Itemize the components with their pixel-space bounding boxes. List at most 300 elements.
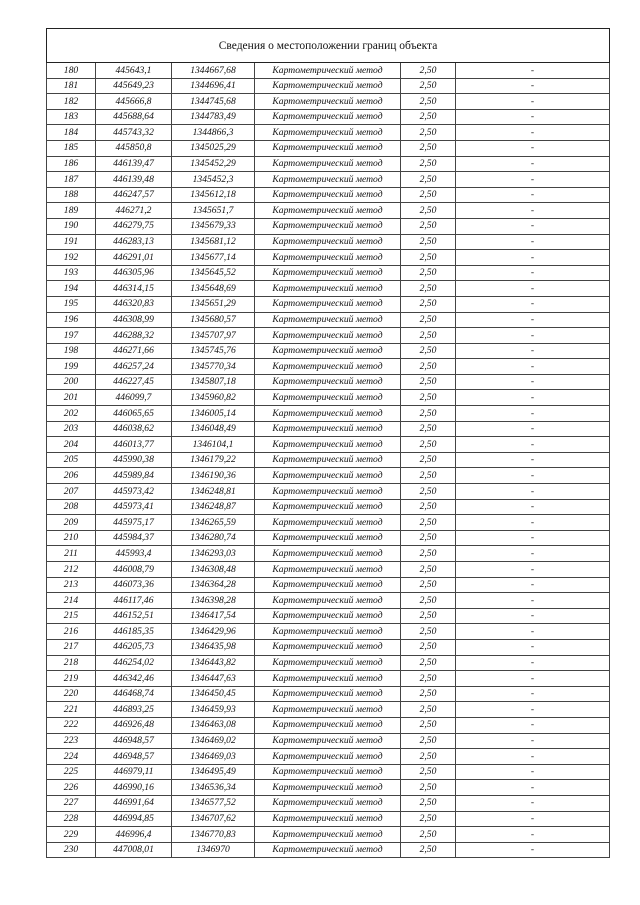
point-number-cell: 204 bbox=[47, 437, 96, 453]
point-number-cell: 223 bbox=[47, 733, 96, 749]
description-cell: - bbox=[456, 63, 610, 79]
table-row bbox=[47, 562, 610, 578]
point-number-cell: 219 bbox=[47, 671, 96, 687]
precision-cell: 2,50 bbox=[401, 499, 456, 515]
point-number-cell: 192 bbox=[47, 250, 96, 266]
method-cell: Картометрический метод bbox=[255, 406, 401, 422]
y-coordinate-cell: 1346190,36 bbox=[172, 468, 255, 484]
table-row bbox=[47, 468, 610, 484]
point-number-cell: 185 bbox=[47, 140, 96, 156]
description-cell: - bbox=[456, 655, 610, 671]
method-cell: Картометрический метод bbox=[255, 593, 401, 609]
precision-cell: 2,50 bbox=[401, 78, 456, 94]
description-cell: - bbox=[456, 94, 610, 110]
method-cell: Картометрический метод bbox=[255, 187, 401, 203]
table-row bbox=[47, 749, 610, 765]
point-number-cell: 188 bbox=[47, 187, 96, 203]
x-coordinate-cell: 446247,57 bbox=[96, 187, 172, 203]
precision-cell: 2,50 bbox=[401, 733, 456, 749]
x-coordinate-cell: 445743,32 bbox=[96, 125, 172, 141]
precision-cell: 2,50 bbox=[401, 530, 456, 546]
table-row bbox=[47, 795, 610, 811]
point-number-cell: 216 bbox=[47, 624, 96, 640]
precision-cell: 2,50 bbox=[401, 328, 456, 344]
precision-cell: 2,50 bbox=[401, 390, 456, 406]
table-row bbox=[47, 733, 610, 749]
y-coordinate-cell: 1346248,87 bbox=[172, 499, 255, 515]
point-number-cell: 226 bbox=[47, 780, 96, 796]
method-cell: Картометрический метод bbox=[255, 608, 401, 624]
y-coordinate-cell: 1345025,29 bbox=[172, 140, 255, 156]
method-cell: Картометрический метод bbox=[255, 421, 401, 437]
y-coordinate-cell: 1346179,22 bbox=[172, 452, 255, 468]
table-row bbox=[47, 686, 610, 702]
precision-cell: 2,50 bbox=[401, 203, 456, 219]
method-cell: Картометрический метод bbox=[255, 499, 401, 515]
y-coordinate-cell: 1346435,98 bbox=[172, 639, 255, 655]
precision-cell: 2,50 bbox=[401, 265, 456, 281]
description-cell: - bbox=[456, 780, 610, 796]
point-number-cell: 190 bbox=[47, 218, 96, 234]
y-coordinate-cell: 1346443,82 bbox=[172, 655, 255, 671]
y-coordinate-cell: 1344745,68 bbox=[172, 94, 255, 110]
y-coordinate-cell: 1345677,14 bbox=[172, 250, 255, 266]
method-cell: Картометрический метод bbox=[255, 546, 401, 562]
description-cell: - bbox=[456, 608, 610, 624]
precision-cell: 2,50 bbox=[401, 671, 456, 687]
description-cell: - bbox=[456, 499, 610, 515]
table-title: Сведения о местоположении границ объекта bbox=[47, 29, 610, 63]
method-cell: Картометрический метод bbox=[255, 780, 401, 796]
method-cell: Картометрический метод bbox=[255, 125, 401, 141]
x-coordinate-cell: 446308,99 bbox=[96, 312, 172, 328]
table-row bbox=[47, 484, 610, 500]
x-coordinate-cell: 446948,57 bbox=[96, 749, 172, 765]
x-coordinate-cell: 446139,48 bbox=[96, 172, 172, 188]
table-row bbox=[47, 608, 610, 624]
description-cell: - bbox=[456, 515, 610, 531]
method-cell: Картометрический метод bbox=[255, 390, 401, 406]
point-number-cell: 208 bbox=[47, 499, 96, 515]
y-coordinate-cell: 1346450,45 bbox=[172, 686, 255, 702]
method-cell: Картометрический метод bbox=[255, 218, 401, 234]
table-row bbox=[47, 374, 610, 390]
precision-cell: 2,50 bbox=[401, 63, 456, 79]
table-row bbox=[47, 312, 610, 328]
description-cell: - bbox=[456, 764, 610, 780]
precision-cell: 2,50 bbox=[401, 250, 456, 266]
y-coordinate-cell: 1346469,03 bbox=[172, 749, 255, 765]
point-number-cell: 210 bbox=[47, 530, 96, 546]
method-cell: Картометрический метод bbox=[255, 795, 401, 811]
x-coordinate-cell: 446305,96 bbox=[96, 265, 172, 281]
x-coordinate-cell: 446099,7 bbox=[96, 390, 172, 406]
y-coordinate-cell: 1346048,49 bbox=[172, 421, 255, 437]
precision-cell: 2,50 bbox=[401, 515, 456, 531]
precision-cell: 2,50 bbox=[401, 624, 456, 640]
table-row bbox=[47, 203, 610, 219]
precision-cell: 2,50 bbox=[401, 717, 456, 733]
description-cell: - bbox=[456, 811, 610, 827]
document-page bbox=[46, 28, 609, 858]
x-coordinate-cell: 446254,02 bbox=[96, 655, 172, 671]
table-row bbox=[47, 671, 610, 687]
y-coordinate-cell: 1344696,41 bbox=[172, 78, 255, 94]
point-number-cell: 187 bbox=[47, 172, 96, 188]
x-coordinate-cell: 446038,62 bbox=[96, 421, 172, 437]
method-cell: Картометрический метод bbox=[255, 328, 401, 344]
y-coordinate-cell: 1346495,49 bbox=[172, 764, 255, 780]
x-coordinate-cell: 446205,73 bbox=[96, 639, 172, 655]
method-cell: Картометрический метод bbox=[255, 78, 401, 94]
table-row bbox=[47, 452, 610, 468]
y-coordinate-cell: 1346429,96 bbox=[172, 624, 255, 640]
y-coordinate-cell: 1345807,18 bbox=[172, 374, 255, 390]
table-row bbox=[47, 546, 610, 562]
precision-cell: 2,50 bbox=[401, 312, 456, 328]
x-coordinate-cell: 446291,01 bbox=[96, 250, 172, 266]
y-coordinate-cell: 1346770,83 bbox=[172, 827, 255, 843]
precision-cell: 2,50 bbox=[401, 172, 456, 188]
precision-cell: 2,50 bbox=[401, 562, 456, 578]
method-cell: Картометрический метод bbox=[255, 749, 401, 765]
point-number-cell: 193 bbox=[47, 265, 96, 281]
method-cell: Картометрический метод bbox=[255, 359, 401, 375]
description-cell: - bbox=[456, 562, 610, 578]
method-cell: Картометрический метод bbox=[255, 484, 401, 500]
description-cell: - bbox=[456, 717, 610, 733]
y-coordinate-cell: 1346970 bbox=[172, 842, 255, 858]
table-row bbox=[47, 499, 610, 515]
description-cell: - bbox=[456, 484, 610, 500]
x-coordinate-cell: 446288,32 bbox=[96, 328, 172, 344]
x-coordinate-cell: 446990,16 bbox=[96, 780, 172, 796]
method-cell: Картометрический метод bbox=[255, 577, 401, 593]
y-coordinate-cell: 1346364,28 bbox=[172, 577, 255, 593]
y-coordinate-cell: 1346536,34 bbox=[172, 780, 255, 796]
method-cell: Картометрический метод bbox=[255, 811, 401, 827]
description-cell: - bbox=[456, 406, 610, 422]
x-coordinate-cell: 446065,65 bbox=[96, 406, 172, 422]
x-coordinate-cell: 446926,48 bbox=[96, 717, 172, 733]
point-number-cell: 227 bbox=[47, 795, 96, 811]
method-cell: Картометрический метод bbox=[255, 296, 401, 312]
y-coordinate-cell: 1346104,1 bbox=[172, 437, 255, 453]
point-number-cell: 201 bbox=[47, 390, 96, 406]
x-coordinate-cell: 445973,41 bbox=[96, 499, 172, 515]
x-coordinate-cell: 445649,23 bbox=[96, 78, 172, 94]
precision-cell: 2,50 bbox=[401, 639, 456, 655]
description-cell: - bbox=[456, 577, 610, 593]
precision-cell: 2,50 bbox=[401, 281, 456, 297]
point-number-cell: 196 bbox=[47, 312, 96, 328]
y-coordinate-cell: 1345770,34 bbox=[172, 359, 255, 375]
x-coordinate-cell: 446073,36 bbox=[96, 577, 172, 593]
y-coordinate-cell: 1346293,03 bbox=[172, 546, 255, 562]
table-row bbox=[47, 811, 610, 827]
method-cell: Картометрический метод bbox=[255, 452, 401, 468]
table-row bbox=[47, 359, 610, 375]
description-cell: - bbox=[456, 749, 610, 765]
table-row bbox=[47, 281, 610, 297]
table-row bbox=[47, 437, 610, 453]
y-coordinate-cell: 1345680,57 bbox=[172, 312, 255, 328]
description-cell: - bbox=[456, 78, 610, 94]
method-cell: Картометрический метод bbox=[255, 717, 401, 733]
x-coordinate-cell: 446893,25 bbox=[96, 702, 172, 718]
point-number-cell: 186 bbox=[47, 156, 96, 172]
description-cell: - bbox=[456, 624, 610, 640]
description-cell: - bbox=[456, 639, 610, 655]
table-row bbox=[47, 515, 610, 531]
table-row bbox=[47, 156, 610, 172]
table-row bbox=[47, 94, 610, 110]
precision-cell: 2,50 bbox=[401, 187, 456, 203]
precision-cell: 2,50 bbox=[401, 218, 456, 234]
point-number-cell: 229 bbox=[47, 827, 96, 843]
x-coordinate-cell: 446979,11 bbox=[96, 764, 172, 780]
table-row bbox=[47, 717, 610, 733]
precision-cell: 2,50 bbox=[401, 140, 456, 156]
precision-cell: 2,50 bbox=[401, 811, 456, 827]
description-cell: - bbox=[456, 312, 610, 328]
method-cell: Картометрический метод bbox=[255, 515, 401, 531]
point-number-cell: 222 bbox=[47, 717, 96, 733]
description-cell: - bbox=[456, 250, 610, 266]
description-cell: - bbox=[456, 468, 610, 484]
precision-cell: 2,50 bbox=[401, 764, 456, 780]
x-coordinate-cell: 446139,47 bbox=[96, 156, 172, 172]
x-coordinate-cell: 446342,46 bbox=[96, 671, 172, 687]
x-coordinate-cell: 446468,74 bbox=[96, 686, 172, 702]
point-number-cell: 197 bbox=[47, 328, 96, 344]
table-row bbox=[47, 296, 610, 312]
precision-cell: 2,50 bbox=[401, 749, 456, 765]
point-number-cell: 224 bbox=[47, 749, 96, 765]
method-cell: Картометрический метод bbox=[255, 655, 401, 671]
table-row bbox=[47, 125, 610, 141]
precision-cell: 2,50 bbox=[401, 702, 456, 718]
description-cell: - bbox=[456, 328, 610, 344]
description-cell: - bbox=[456, 702, 610, 718]
y-coordinate-cell: 1344866,3 bbox=[172, 125, 255, 141]
description-cell: - bbox=[456, 795, 610, 811]
table-body bbox=[47, 63, 610, 858]
point-number-cell: 189 bbox=[47, 203, 96, 219]
table-row bbox=[47, 655, 610, 671]
precision-cell: 2,50 bbox=[401, 608, 456, 624]
y-coordinate-cell: 1344783,49 bbox=[172, 109, 255, 125]
precision-cell: 2,50 bbox=[401, 827, 456, 843]
point-number-cell: 211 bbox=[47, 546, 96, 562]
description-cell: - bbox=[456, 343, 610, 359]
method-cell: Картометрический метод bbox=[255, 562, 401, 578]
precision-cell: 2,50 bbox=[401, 686, 456, 702]
table-row bbox=[47, 218, 610, 234]
table-row bbox=[47, 187, 610, 203]
x-coordinate-cell: 446994,85 bbox=[96, 811, 172, 827]
method-cell: Картометрический метод bbox=[255, 702, 401, 718]
method-cell: Картометрический метод bbox=[255, 764, 401, 780]
method-cell: Картометрический метод bbox=[255, 343, 401, 359]
description-cell: - bbox=[456, 733, 610, 749]
table-row bbox=[47, 63, 610, 79]
point-number-cell: 214 bbox=[47, 593, 96, 609]
point-number-cell: 220 bbox=[47, 686, 96, 702]
point-number-cell: 199 bbox=[47, 359, 96, 375]
x-coordinate-cell: 445975,17 bbox=[96, 515, 172, 531]
description-cell: - bbox=[456, 187, 610, 203]
y-coordinate-cell: 1345651,29 bbox=[172, 296, 255, 312]
table-row bbox=[47, 109, 610, 125]
method-cell: Картометрический метод bbox=[255, 639, 401, 655]
method-cell: Картометрический метод bbox=[255, 156, 401, 172]
y-coordinate-cell: 1345452,3 bbox=[172, 172, 255, 188]
precision-cell: 2,50 bbox=[401, 842, 456, 858]
table-row bbox=[47, 577, 610, 593]
method-cell: Картометрический метод bbox=[255, 203, 401, 219]
table-row bbox=[47, 328, 610, 344]
table-row bbox=[47, 764, 610, 780]
point-number-cell: 183 bbox=[47, 109, 96, 125]
point-number-cell: 228 bbox=[47, 811, 96, 827]
x-coordinate-cell: 446271,2 bbox=[96, 203, 172, 219]
point-number-cell: 202 bbox=[47, 406, 96, 422]
method-cell: Картометрический метод bbox=[255, 109, 401, 125]
point-number-cell: 194 bbox=[47, 281, 96, 297]
precision-cell: 2,50 bbox=[401, 546, 456, 562]
point-number-cell: 195 bbox=[47, 296, 96, 312]
y-coordinate-cell: 1344667,68 bbox=[172, 63, 255, 79]
y-coordinate-cell: 1345707,97 bbox=[172, 328, 255, 344]
description-cell: - bbox=[456, 125, 610, 141]
description-cell: - bbox=[456, 827, 610, 843]
point-number-cell: 209 bbox=[47, 515, 96, 531]
precision-cell: 2,50 bbox=[401, 468, 456, 484]
y-coordinate-cell: 1346398,28 bbox=[172, 593, 255, 609]
method-cell: Картометрический метод bbox=[255, 374, 401, 390]
x-coordinate-cell: 446948,57 bbox=[96, 733, 172, 749]
y-coordinate-cell: 1346469,02 bbox=[172, 733, 255, 749]
table-row bbox=[47, 140, 610, 156]
point-number-cell: 203 bbox=[47, 421, 96, 437]
description-cell: - bbox=[456, 156, 610, 172]
description-cell: - bbox=[456, 203, 610, 219]
x-coordinate-cell: 446008,79 bbox=[96, 562, 172, 578]
point-number-cell: 217 bbox=[47, 639, 96, 655]
table-row bbox=[47, 343, 610, 359]
x-coordinate-cell: 446152,51 bbox=[96, 608, 172, 624]
table-row bbox=[47, 234, 610, 250]
point-number-cell: 212 bbox=[47, 562, 96, 578]
y-coordinate-cell: 1345612,18 bbox=[172, 187, 255, 203]
x-coordinate-cell: 446991,64 bbox=[96, 795, 172, 811]
method-cell: Картометрический метод bbox=[255, 63, 401, 79]
precision-cell: 2,50 bbox=[401, 343, 456, 359]
y-coordinate-cell: 1346417,54 bbox=[172, 608, 255, 624]
description-cell: - bbox=[456, 374, 610, 390]
table-row bbox=[47, 702, 610, 718]
point-number-cell: 225 bbox=[47, 764, 96, 780]
y-coordinate-cell: 1346707,62 bbox=[172, 811, 255, 827]
point-number-cell: 191 bbox=[47, 234, 96, 250]
method-cell: Картометрический метод bbox=[255, 842, 401, 858]
x-coordinate-cell: 445688,64 bbox=[96, 109, 172, 125]
table-row bbox=[47, 639, 610, 655]
description-cell: - bbox=[456, 421, 610, 437]
x-coordinate-cell: 445973,42 bbox=[96, 484, 172, 500]
method-cell: Картометрический метод bbox=[255, 624, 401, 640]
precision-cell: 2,50 bbox=[401, 780, 456, 796]
precision-cell: 2,50 bbox=[401, 452, 456, 468]
x-coordinate-cell: 446185,35 bbox=[96, 624, 172, 640]
precision-cell: 2,50 bbox=[401, 795, 456, 811]
point-number-cell: 184 bbox=[47, 125, 96, 141]
description-cell: - bbox=[456, 265, 610, 281]
method-cell: Картометрический метод bbox=[255, 250, 401, 266]
point-number-cell: 205 bbox=[47, 452, 96, 468]
table-row bbox=[47, 530, 610, 546]
point-number-cell: 198 bbox=[47, 343, 96, 359]
point-number-cell: 215 bbox=[47, 608, 96, 624]
y-coordinate-cell: 1345648,69 bbox=[172, 281, 255, 297]
x-coordinate-cell: 446283,13 bbox=[96, 234, 172, 250]
y-coordinate-cell: 1345679,33 bbox=[172, 218, 255, 234]
x-coordinate-cell: 445666,8 bbox=[96, 94, 172, 110]
point-number-cell: 230 bbox=[47, 842, 96, 858]
table-row bbox=[47, 390, 610, 406]
x-coordinate-cell: 445989,84 bbox=[96, 468, 172, 484]
method-cell: Картометрический метод bbox=[255, 671, 401, 687]
point-number-cell: 218 bbox=[47, 655, 96, 671]
table-row bbox=[47, 624, 610, 640]
y-coordinate-cell: 1345745,76 bbox=[172, 343, 255, 359]
table-row bbox=[47, 827, 610, 843]
point-number-cell: 207 bbox=[47, 484, 96, 500]
description-cell: - bbox=[456, 172, 610, 188]
y-coordinate-cell: 1345452,29 bbox=[172, 156, 255, 172]
y-coordinate-cell: 1346308,48 bbox=[172, 562, 255, 578]
x-coordinate-cell: 446314,15 bbox=[96, 281, 172, 297]
method-cell: Картометрический метод bbox=[255, 140, 401, 156]
precision-cell: 2,50 bbox=[401, 125, 456, 141]
description-cell: - bbox=[456, 593, 610, 609]
description-cell: - bbox=[456, 109, 610, 125]
precision-cell: 2,50 bbox=[401, 484, 456, 500]
point-number-cell: 213 bbox=[47, 577, 96, 593]
x-coordinate-cell: 447008,01 bbox=[96, 842, 172, 858]
x-coordinate-cell: 446117,46 bbox=[96, 593, 172, 609]
method-cell: Картометрический метод bbox=[255, 312, 401, 328]
precision-cell: 2,50 bbox=[401, 359, 456, 375]
method-cell: Картометрический метод bbox=[255, 94, 401, 110]
description-cell: - bbox=[456, 390, 610, 406]
method-cell: Картометрический метод bbox=[255, 234, 401, 250]
description-cell: - bbox=[456, 452, 610, 468]
table-row bbox=[47, 842, 610, 858]
y-coordinate-cell: 1346280,74 bbox=[172, 530, 255, 546]
method-cell: Картометрический метод bbox=[255, 733, 401, 749]
description-cell: - bbox=[456, 359, 610, 375]
description-cell: - bbox=[456, 296, 610, 312]
description-cell: - bbox=[456, 530, 610, 546]
point-number-cell: 181 bbox=[47, 78, 96, 94]
point-number-cell: 182 bbox=[47, 94, 96, 110]
point-number-cell: 206 bbox=[47, 468, 96, 484]
precision-cell: 2,50 bbox=[401, 593, 456, 609]
method-cell: Картометрический метод bbox=[255, 172, 401, 188]
description-cell: - bbox=[456, 671, 610, 687]
